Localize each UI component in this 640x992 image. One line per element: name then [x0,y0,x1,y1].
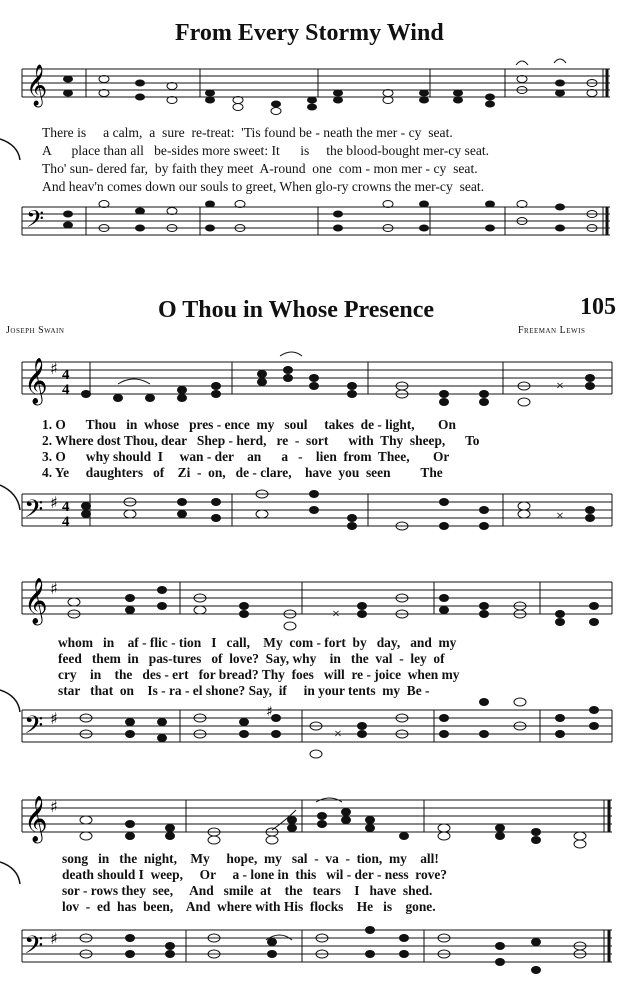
s3-verse-2: death should I weep, Or a - lone in this wil - der - ness rove? [62,867,448,882]
bass-staff-s3 [0,912,640,992]
s2-verse-3: cry in the des - ert for bread? Thy foes will re - joice when my [58,667,460,682]
composer-credit: Freeman Lewis [518,325,586,336]
verse-2-line: A place than all be-sides more sweet: It is the blood-bought mer-cy seat. [42,143,490,158]
svg-text:♯: ♯ [50,493,58,512]
svg-text:×: × [332,607,340,622]
system-brace-s2 [0,640,22,740]
treble-staff-top [0,55,640,125]
system-brace-s3 [0,840,22,940]
system-brace-s1 [0,415,22,525]
s1-verse-1: 1. O Thou in whose pres - ence my soul takes de - light, On [42,417,456,432]
svg-text:♯: ♯ [50,579,58,598]
svg-text:𝄞: 𝄞 [24,578,48,624]
verse-3-line: Tho' sun- dered far, by faith they meet A-round one com - mon mer - cy seat. [42,161,478,176]
svg-text:𝄢: 𝄢 [24,931,44,966]
svg-text:𝄞: 𝄞 [26,65,48,106]
verse-4-line: And heav'n comes down our souls to greet, When glo-ry crowns the mer-cy seat. [42,179,485,194]
s1-verse-4: 4. Ye daughters of Zi - on, de - clare, have you seen The [42,465,443,480]
svg-text:𝄞: 𝄞 [24,796,48,842]
s1-verse-2: 2. Where dost Thou, dear Shep - herd, re - sort with Thy sheep, To [42,433,480,448]
svg-text:𝄢: 𝄢 [24,495,44,530]
svg-text:𝄢: 𝄢 [24,711,44,746]
s2-verse-1: whom in af - flic - tion I call, My com - fort by day, and my [58,635,457,650]
hymn-title-105: O Thou in Whose Presence [158,297,435,323]
svg-text:×: × [556,509,564,524]
svg-text:4: 4 [62,367,70,383]
s3-verse-3: sor - rows they see, And smile at the tears I have shed. [62,883,433,898]
svg-text:♯: ♯ [50,929,58,948]
verse-1-line: There is a calm, a sure re-treat: 'Tis found be - neath the mer - cy seat. [42,125,453,140]
svg-text:𝄢: 𝄢 [26,205,45,238]
bass-staff-s2 [0,698,640,778]
svg-text:×: × [334,727,342,742]
bass-staff-top [0,195,640,255]
svg-text:4: 4 [62,499,70,515]
svg-text:♯: ♯ [50,359,58,378]
s1-verse-3: 3. O why should I wan - der an a - lien from Thee, Or [42,449,450,464]
s3-verse-1: song in the night, My hope, my sal - va - tion, my all! [62,851,439,866]
svg-text:♯: ♯ [50,709,58,728]
hymn-number: 105 [580,294,616,320]
system-brace [0,125,22,235]
s2-verse-2: feed them in pas-tures of love? Say, why in the val - ley of [58,651,445,666]
bass-staff-s1 [0,480,640,570]
svg-text:♯: ♯ [50,797,58,816]
svg-text:𝄞: 𝄞 [24,358,48,404]
svg-text:♯: ♯ [266,704,273,720]
hymn-title: From Every Stormy Wind [175,20,444,46]
svg-text:×: × [556,379,564,394]
svg-text:4: 4 [62,382,70,398]
author-credit: Joseph Swain [6,325,65,336]
treble-staff-s1 [0,340,640,420]
s2-verse-4: star that on Is - ra - el shone? Say, if in your tents my Be - [58,683,430,698]
svg-text:4: 4 [62,514,70,530]
s3-verse-4: lov - ed has been, And where with His flocks He is gone. [62,899,436,914]
